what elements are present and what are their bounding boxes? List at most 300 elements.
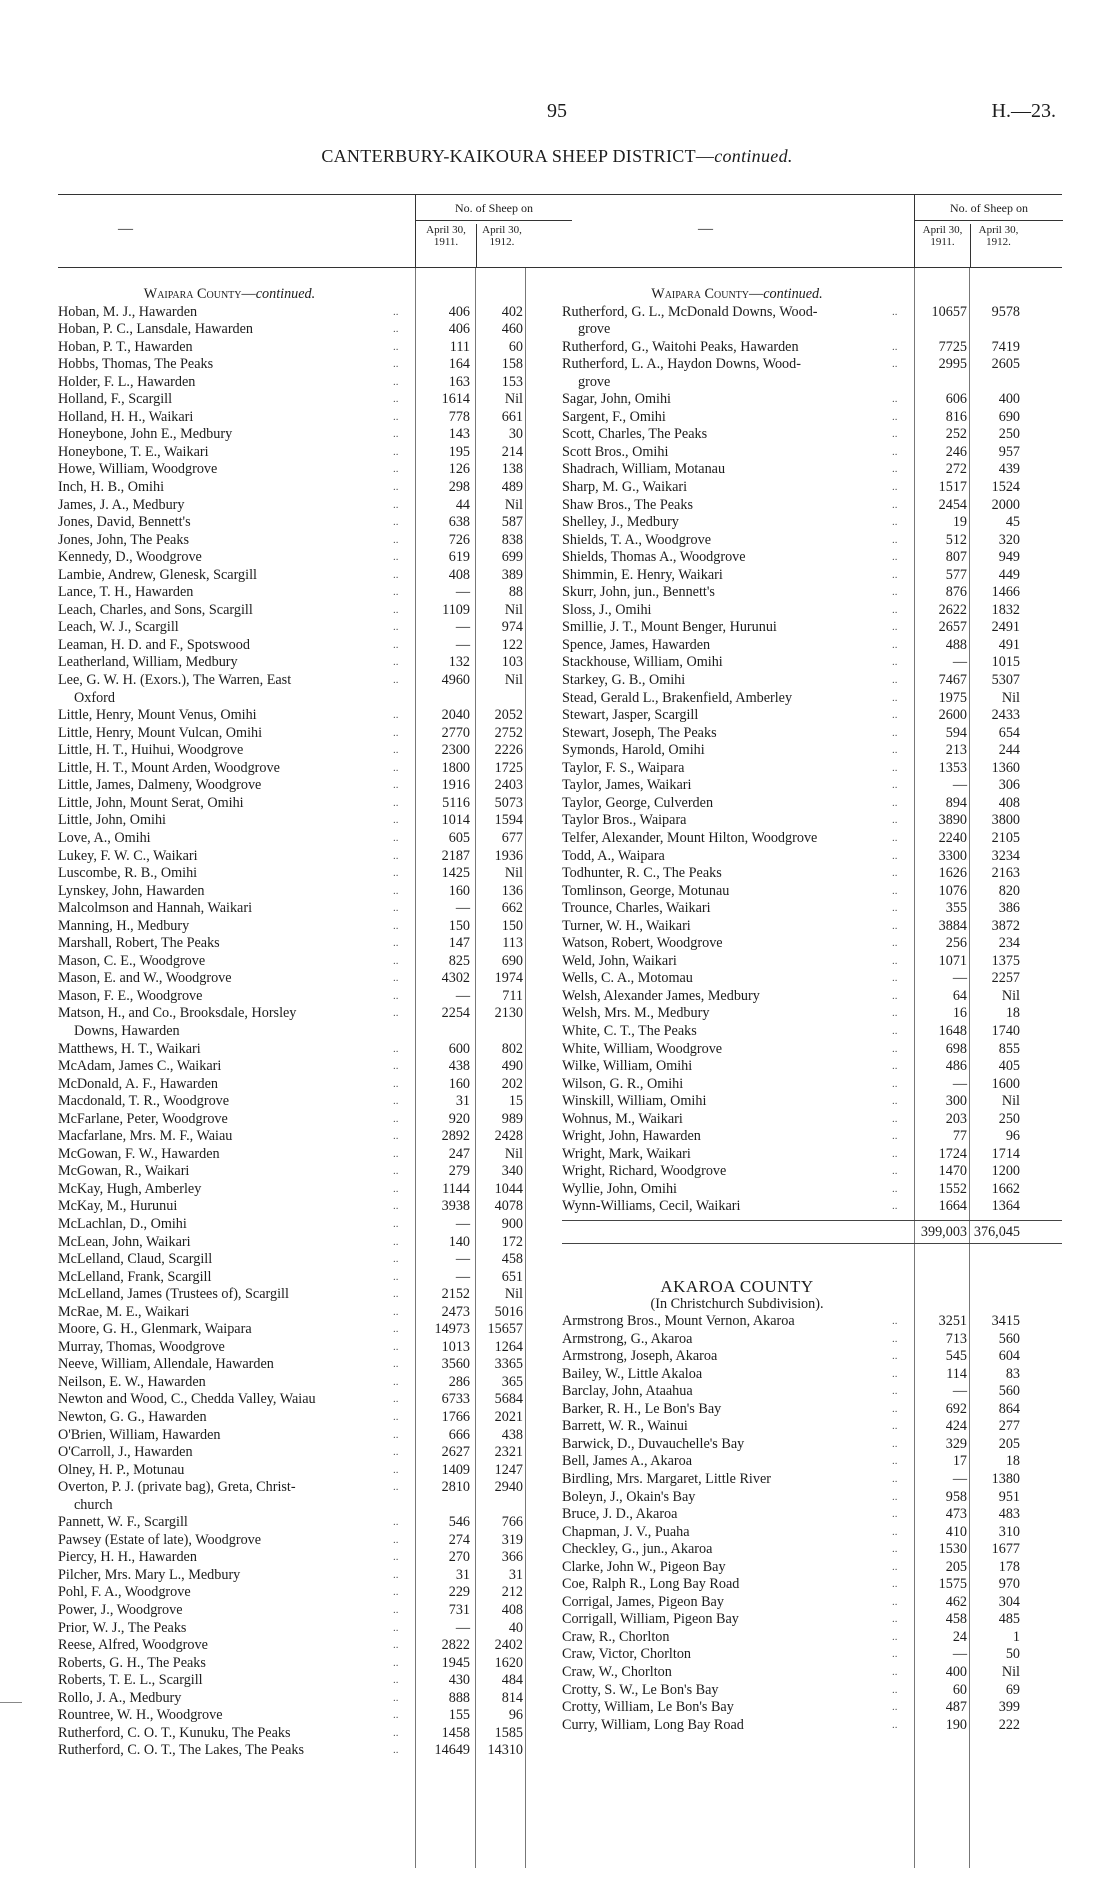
holder-name: Smillie, J. T., Mount Benger, Hurunui: [562, 619, 777, 636]
table-row: Welsh, Mrs. M., Medbury .. 16 18: [562, 1005, 1020, 1022]
sheep-1912: 222: [998, 1716, 1020, 1733]
holder-name: grove: [578, 373, 611, 390]
sheep-1911: 31: [455, 1566, 470, 1583]
holder-name: Roberts, G. H., The Peaks: [58, 1654, 206, 1671]
sheep-1911: 14649: [434, 1742, 470, 1759]
sheep-1911: 577: [945, 566, 967, 583]
holder-name: Taylor, George, Culverden: [562, 794, 714, 811]
table-row: Symonds, Harold, Omihi .. 213 244: [562, 742, 1020, 759]
sheep-1912: 489: [501, 479, 523, 496]
sheep-1911: 713: [945, 1330, 967, 1347]
holder-name: Inch, H. B., Omihi: [58, 479, 165, 496]
total-row: [562, 1220, 1062, 1244]
table-row: McRae, M. E., Waikari .. 2473 5016: [58, 1303, 523, 1320]
table-row: Turner, W. H., Waikari .. 3884 3872: [562, 917, 1020, 934]
holder-name: Mason, C. E., Woodgrove: [58, 952, 206, 969]
sheep-1911: 10657: [931, 303, 967, 320]
table-row: Piercy, H. H., Hawarden .. 270 366: [58, 1549, 523, 1566]
table-row: McKay, M., Hurunui .. 3938 4078: [58, 1198, 523, 1215]
holder-name: White, William, Woodgrove: [562, 1040, 723, 1057]
table-row: Wilke, William, Omihi .. 486 405: [562, 1058, 1020, 1075]
sheep-1911: 2187: [441, 847, 470, 864]
sheep-1911: 140: [448, 1233, 470, 1250]
holder-name: Crotty, William, Le Bon's Bay: [562, 1699, 734, 1716]
sheep-1912: 389: [501, 566, 523, 583]
sheep-1912: 5684: [494, 1391, 523, 1408]
sheep-1912: 138: [501, 461, 523, 478]
holder-name: Welsh, Mrs. M., Medbury: [562, 1005, 710, 1022]
sheep-1911: 329: [945, 1435, 967, 1452]
sheep-1912: 1015: [991, 654, 1020, 671]
page-reference: H.—23.: [991, 100, 1056, 122]
table-row: Shields, Thomas A., Woodgrove .. 807 949: [562, 549, 1020, 566]
holder-name: Welsh, Alexander James, Medbury: [562, 987, 760, 1004]
sheep-1911: 512: [945, 531, 967, 548]
holder-name: Armstrong Bros., Mount Vernon, Akaroa: [562, 1313, 795, 1330]
sheep-1911: 2600: [938, 707, 967, 724]
holder-name: Wyllie, John, Omihi: [562, 1180, 678, 1197]
sheep-1912: 974: [501, 619, 523, 636]
table-row: Little, John, Omihi .. 1014 1594: [58, 812, 523, 829]
holder-name: Shields, T. A., Woodgrove: [562, 531, 712, 548]
sheep-1912: 30: [508, 426, 523, 443]
holder-name: Shelley, J., Medbury: [562, 514, 679, 531]
table-row: Taylor Bros., Waipara .. 3890 3800: [562, 812, 1020, 829]
holder-name: Holder, F. L., Hawarden: [58, 373, 196, 390]
holder-name: Wilson, G. R., Omihi: [562, 1075, 684, 1092]
sheep-1911: —: [455, 1619, 470, 1636]
table-row: McLelland, Claud, Scargill .. — 458: [58, 1251, 523, 1268]
table-row: Stewart, Joseph, The Peaks .. 594 654: [562, 724, 1020, 741]
sheep-1911: 2657: [938, 619, 967, 636]
holder-name: Matthews, H. T., Waikari: [58, 1040, 201, 1057]
sheep-1912: 1360: [991, 759, 1020, 776]
sheep-1911: 270: [448, 1549, 470, 1566]
sheep-1912: 2000: [991, 496, 1020, 513]
sheep-1911: 17: [952, 1453, 967, 1470]
sheep-1911: 2152: [441, 1286, 470, 1303]
sheep-1911: 408: [448, 566, 470, 583]
sheep-1912: 250: [998, 426, 1020, 443]
holder-name: Pawsey (Estate of late), Woodgrove: [58, 1531, 262, 1548]
sheep-1911: 4302: [441, 970, 470, 987]
holder-name: Shaw Bros., The Peaks: [562, 496, 693, 513]
sheep-1912: 50: [1005, 1646, 1020, 1663]
sheep-1912: 150: [501, 917, 523, 934]
sheep-1911: 692: [945, 1400, 967, 1417]
table-row: McDonald, A. F., Hawarden .. 160 202: [58, 1075, 523, 1092]
holder-name: McFarlane, Peter, Woodgrove: [58, 1110, 228, 1127]
holder-name: Lee, G. W. H. (Exors.), The Warren, East: [58, 672, 292, 689]
sheep-1912: 1044: [494, 1180, 523, 1197]
sheep-1912: 277: [998, 1418, 1020, 1435]
table-row: Shimmin, E. Henry, Waikari .. 577 449: [562, 566, 1020, 583]
sheep-1911: 1724: [938, 1145, 967, 1162]
sheep-1911: 726: [448, 531, 470, 548]
holder-name: Tomlinson, George, Motunau: [562, 882, 730, 899]
sheep-1911: 279: [448, 1163, 470, 1180]
sheep-1911: 300: [945, 1093, 967, 1110]
sheep-1911: 1425: [441, 865, 470, 882]
table-row: Holland, H. H., Waikari .. 778 661: [58, 408, 523, 425]
table-row: Leach, W. J., Scargill .. — 974: [58, 619, 523, 636]
sheep-1912: 18: [1005, 1453, 1020, 1470]
sheep-1911: 77: [952, 1128, 967, 1145]
holder-name: Rutherford, L. A., Haydon Downs, Wood-: [562, 356, 801, 373]
table-row: Pannett, W. F., Scargill .. 546 766: [58, 1514, 523, 1531]
sheep-1912: 690: [501, 952, 523, 969]
holder-name: Little, John, Omihi: [58, 812, 166, 829]
sheep-1912: 560: [998, 1383, 1020, 1400]
sheep-1911: 4960: [441, 672, 470, 689]
holder-name: Sharp, M. G., Waikari: [562, 479, 688, 496]
sheep-1912: 5016: [494, 1303, 523, 1320]
sheep-1912: 2021: [494, 1409, 523, 1425]
sheep-1911: 487: [945, 1699, 967, 1716]
col-1911-header: April 30, 1911.: [922, 224, 963, 248]
table-row: Boleyn, J., Okain's Bay .. 958 951: [562, 1488, 1020, 1505]
table-row: White, C. T., The Peaks .. 1648 1740: [562, 1022, 1020, 1039]
akaroa-rows: [562, 1313, 1062, 1734]
sheep-1911: 190: [945, 1716, 967, 1733]
sheep-1912: 1832: [991, 601, 1020, 618]
sheep-1911: 1945: [441, 1654, 470, 1671]
sheep-1912: 2052: [494, 707, 523, 724]
table-row: Chapman, J. V., Puaha .. 410 310: [562, 1523, 1020, 1540]
sheep-1912: 711: [502, 987, 523, 1004]
sheep-1912: Nil: [504, 1145, 523, 1162]
table-row: Shaw Bros., The Peaks .. 2454 2000: [562, 496, 1020, 513]
sheep-1911: —: [952, 654, 967, 671]
sheep-1911: 876: [945, 584, 967, 601]
table-row: Taylor, George, Culverden .. 894 408: [562, 794, 1020, 811]
sheep-1911: 638: [448, 514, 470, 531]
table-row: McKay, Hugh, Amberley .. 1144 1044: [58, 1180, 523, 1197]
name-column-dash: —: [118, 221, 133, 237]
table-row: Welsh, Alexander James, Medbury .. 64 Nil: [562, 987, 1020, 1004]
sheep-1912: 2605: [991, 356, 1020, 373]
sheep-1911: 920: [448, 1110, 470, 1127]
holder-name: Wright, Richard, Woodgrove: [562, 1163, 727, 1180]
table-row: Skurr, John, jun., Bennett's .. 876 1466: [562, 584, 1020, 601]
table-row: Hoban, P. C., Lansdale, Hawarden .. 406 460: [58, 321, 523, 338]
sheep-1912: 365: [501, 1373, 523, 1390]
table-row: Todd, A., Waipara .. 3300 3234: [562, 847, 1020, 864]
sheep-1911: 2240: [938, 829, 967, 846]
sheep-1912: 604: [998, 1348, 1020, 1365]
sheep-1911: 286: [448, 1373, 470, 1390]
table-row: Matson, H., and Co., Brooksdale, Horsley .. 2254 2130: [58, 1005, 523, 1022]
holder-name: Sagar, John, Omihi: [562, 391, 671, 408]
holder-name: Craw, Victor, Chorlton: [562, 1646, 692, 1663]
sheep-1911: 1916: [441, 777, 470, 794]
sheep-1911: 2622: [938, 601, 967, 618]
sheep-1912: 1380: [991, 1471, 1020, 1487]
holder-name: Howe, William, Woodgrove: [58, 461, 218, 478]
sheep-1911: 406: [448, 321, 470, 338]
sheep-1912: 1740: [991, 1022, 1020, 1039]
sheep-1912: 438: [501, 1426, 523, 1443]
holder-name: Weld, John, Waikari: [562, 952, 677, 969]
sheep-1911: 60: [952, 1681, 967, 1698]
sheep-1912: Nil: [1001, 987, 1020, 1004]
table-row: Shields, T. A., Woodgrove .. 512 320: [562, 531, 1020, 548]
holder-name: Lukey, F. W. C., Waikari: [58, 847, 198, 864]
sheep-1912: 2940: [494, 1479, 523, 1496]
holder-name: church: [74, 1496, 113, 1513]
sheep-1911: 1766: [441, 1409, 470, 1425]
table-row: Hoban, M. J., Hawarden .. 406 402: [58, 303, 523, 320]
sheep-1912: Nil: [504, 496, 523, 513]
sheep-1912: 15657: [487, 1321, 523, 1338]
sheep-1911: 213: [945, 742, 967, 759]
table-row: Wohnus, M., Waikari .. 203 250: [562, 1110, 1020, 1127]
sheep-1912: 366: [501, 1549, 523, 1566]
sheep-count-group: [914, 195, 1063, 267]
sheep-1912: 491: [998, 636, 1020, 653]
sheep-1911: —: [455, 619, 470, 636]
sheep-1912: 864: [998, 1400, 1020, 1417]
right-column: [562, 194, 1062, 1868]
sheep-1911: 3560: [441, 1356, 470, 1373]
sheep-1912: 1594: [494, 812, 523, 829]
table-row: Birdling, Mrs. Margaret, Little River .. — 1380: [562, 1471, 1020, 1487]
table-row: Bell, James A., Akaroa .. 17 18: [562, 1453, 1020, 1470]
holder-name: Barrett, W. R., Wainui: [562, 1418, 688, 1435]
sheep-1911: 3938: [441, 1198, 470, 1215]
sheep-1911: 274: [448, 1531, 470, 1548]
sheep-1911: 2454: [938, 496, 967, 513]
table-row: Barrett, W. R., Wainui .. 424 277: [562, 1418, 1020, 1435]
table-row: Lee, G. W. H. (Exors.), The Warren, East .. 4960 Nil: [58, 672, 523, 689]
sheep-1912: 802: [501, 1040, 523, 1057]
sheep-1911: 203: [945, 1110, 967, 1127]
sheep-1911: 252: [945, 426, 967, 443]
holder-name: Lance, T. H., Hawarden: [58, 584, 194, 601]
sheep-1911: 2473: [441, 1303, 470, 1320]
sheep-1911: —: [455, 1268, 470, 1285]
holder-name: McLelland, James (Trustees of), Scargill: [58, 1286, 289, 1303]
sheep-1911: 424: [945, 1418, 967, 1435]
sheep-1912: 320: [998, 531, 1020, 548]
table-row: Mason, E. and W., Woodgrove .. 4302 1974: [58, 970, 523, 987]
table-row: Taylor, James, Waikari .. — 306: [562, 777, 1020, 794]
sheep-1912: 69: [1005, 1681, 1020, 1698]
sheep-1912: 970: [998, 1576, 1020, 1593]
table-row: Overton, P. J. (private bag), Greta, Christ- .. 2810 2940: [58, 1479, 523, 1496]
sheep-1912: 9578: [991, 303, 1020, 320]
table-row: Winskill, William, Omihi .. 300 Nil: [562, 1093, 1020, 1110]
holder-name: Rutherford, G., Waitohi Peaks, Hawarden: [562, 338, 799, 355]
holder-name: Newton, G. G., Hawarden: [58, 1409, 207, 1425]
sheep-1912: 96: [1005, 1128, 1020, 1145]
sheep-1911: 1614: [441, 391, 470, 408]
sheep-1911: 2254: [441, 1005, 470, 1022]
sheep-1911: 2810: [441, 1479, 470, 1496]
table-row: Sharp, M. G., Waikari .. 1517 1524: [562, 479, 1020, 496]
sheep-1911: —: [455, 1251, 470, 1268]
sheep-1912: 214: [501, 443, 523, 460]
table-row: [58, 1023, 571, 1041]
sheep-1912: 2130: [494, 1005, 523, 1022]
holder-name: Crotty, S. W., Le Bon's Bay: [562, 1681, 719, 1698]
sheep-1911: 458: [945, 1611, 967, 1628]
table-row: Crotty, S. W., Le Bon's Bay .. 60 69: [562, 1681, 1020, 1698]
table-row: Armstrong Bros., Mount Vernon, Akaroa .. 3251 3415: [562, 1313, 1020, 1330]
table-row: Lynskey, John, Hawarden .. 160 136: [58, 882, 523, 899]
sheep-1912: 1375: [991, 952, 1020, 969]
table-row: Shadrach, William, Motanau .. 272 439: [562, 461, 1020, 478]
holder-name: Leach, W. J., Scargill: [58, 619, 179, 636]
sheep-1912: 654: [998, 724, 1020, 741]
holder-name: Murray, Thomas, Woodgrove: [58, 1338, 225, 1355]
sheep-1911: 24: [952, 1628, 967, 1645]
table-row: Neeve, William, Allendale, Hawarden .. 3560 3365: [58, 1356, 523, 1373]
sheep-1911: 2892: [441, 1128, 470, 1145]
table-row: McGowan, F. W., Hawarden .. 247 Nil: [58, 1145, 523, 1162]
right-rows: [562, 304, 1062, 1216]
sheep-1911: —: [952, 1075, 967, 1092]
group-label: No. of Sheep on: [455, 201, 533, 215]
holder-name: Neeve, William, Allendale, Hawarden: [58, 1356, 274, 1373]
sheep-1911: 147: [448, 935, 470, 952]
table-row: Holder, F. L., Hawarden .. 163 153: [58, 373, 523, 390]
holder-name: Little, John, Mount Serat, Omihi: [58, 794, 244, 811]
sheep-1912: Nil: [1001, 689, 1020, 706]
holder-name: Armstrong, Joseph, Akaroa: [562, 1348, 718, 1365]
holder-name: Symonds, Harold, Omihi: [562, 742, 705, 759]
table-row: Neilson, E. W., Hawarden .. 286 365: [58, 1373, 523, 1390]
sheep-1911: 731: [448, 1602, 470, 1619]
holder-name: Roberts, T. E. L., Scargill: [58, 1672, 203, 1689]
holder-name: Shadrach, William, Motanau: [562, 461, 726, 478]
holder-name: McAdam, James C., Waikari: [58, 1058, 222, 1075]
sheep-1912: Nil: [1001, 1093, 1020, 1110]
table-row: Wright, John, Hawarden .. 77 96: [562, 1128, 1020, 1145]
holder-name: Turner, W. H., Waikari: [562, 917, 691, 934]
sheep-1911: 698: [945, 1040, 967, 1057]
holder-name: Honeybone, T. E., Waikari: [58, 443, 209, 460]
holder-name: Todhunter, R. C., The Peaks: [562, 865, 722, 882]
sheep-1911: —: [455, 584, 470, 601]
holder-name: Lynskey, John, Hawarden: [58, 882, 205, 899]
holder-name: Craw, R., Chorlton: [562, 1628, 670, 1645]
table-row: Starkey, G. B., Omihi .. 7467 5307: [562, 672, 1020, 689]
holder-name: Stead, Gerald L., Brakenfield, Amberley: [562, 689, 793, 706]
section-heading-italic: continued.: [763, 286, 823, 302]
holder-name: Wells, C. A., Motomau: [562, 970, 693, 987]
sheep-count-group: [415, 195, 572, 267]
holder-name: McRae, M. E., Waikari: [58, 1303, 190, 1320]
holder-name: Little, H. T., Huihui, Woodgrove: [58, 742, 244, 759]
sheep-1912: 319: [501, 1531, 523, 1548]
table-row: Wynn-Williams, Cecil, Waikari .. 1664 1364: [562, 1198, 1020, 1215]
table-row: Wells, C. A., Motomau .. — 2257: [562, 970, 1020, 987]
sheep-1911: 666: [448, 1426, 470, 1443]
holder-name: Malcolmson and Hannah, Waikari: [58, 900, 253, 917]
sheep-1912: 178: [998, 1558, 1020, 1575]
holder-name: Piercy, H. H., Hawarden: [58, 1549, 197, 1566]
sheep-1912: 661: [501, 408, 523, 425]
sheep-1911: 1109: [442, 601, 470, 618]
sheep-1911: 1517: [938, 479, 967, 496]
table-row: Todhunter, R. C., The Peaks .. 1626 2163: [562, 865, 1020, 882]
table-row: Hoban, P. T., Hawarden .. 111 60: [58, 338, 523, 355]
sheep-1911: 2300: [441, 742, 470, 759]
sheep-1911: 246: [945, 443, 967, 460]
holder-name: Wynn-Williams, Cecil, Waikari: [562, 1198, 741, 1215]
sheep-1911: 7725: [938, 338, 967, 355]
table-row: Rutherford, L. A., Haydon Downs, Wood- .. 2995 2605: [562, 356, 1020, 373]
sheep-1912: 1714: [991, 1145, 1020, 1162]
sheep-1911: —: [455, 900, 470, 917]
holder-name: Telfer, Alexander, Mount Hilton, Woodgrove: [562, 829, 818, 846]
table-row: McLelland, Frank, Scargill .. — 651: [58, 1268, 523, 1285]
table-row: Coe, Ralph R., Long Bay Road .. 1575 970: [562, 1576, 1020, 1593]
table-row: Smillie, J. T., Mount Benger, Hurunui .. 2657 2491: [562, 619, 1020, 636]
sheep-1912: 96: [508, 1707, 523, 1724]
sheep-1911: 229: [448, 1584, 470, 1601]
sheep-1911: 298: [448, 479, 470, 496]
section-heading-italic: continued.: [255, 286, 316, 302]
left-column: [58, 194, 571, 1868]
title-continued: continued.: [714, 146, 793, 166]
left-table-body: [58, 268, 571, 1868]
holder-name: Wohnus, M., Waikari: [562, 1110, 683, 1127]
holder-name: Olney, H. P., Motunau: [58, 1461, 185, 1478]
holder-name: Armstrong, G., Akaroa: [562, 1330, 693, 1347]
sheep-1912: 2402: [494, 1637, 523, 1654]
holder-name: Watson, Robert, Woodgrove: [562, 935, 723, 952]
sheep-1912: 2321: [494, 1444, 523, 1461]
sheep-1911: 2770: [441, 724, 470, 741]
holder-name: O'Carroll, J., Hawarden: [58, 1444, 193, 1461]
table-row: Tomlinson, George, Motunau .. 1076 820: [562, 882, 1020, 899]
holder-name: Holland, H. H., Waikari: [58, 408, 194, 425]
sheep-1911: 5116: [442, 794, 470, 811]
table-row: [58, 690, 571, 708]
table-row: Little, H. T., Mount Arden, Woodgrove .. 1800 1725: [58, 759, 523, 776]
table-row: James, J. A., Medbury .. 44 Nil: [58, 496, 523, 513]
sheep-1911: 3251: [938, 1313, 967, 1330]
table-row: Wright, Mark, Waikari .. 1724 1714: [562, 1145, 1020, 1162]
sheep-1912: 408: [501, 1602, 523, 1619]
table-row: Sagar, John, Omihi .. 606 400: [562, 391, 1020, 408]
sheep-1912: 485: [998, 1611, 1020, 1628]
name-column-dash: —: [698, 221, 713, 237]
sheep-1911: 605: [448, 829, 470, 846]
sheep-1912: 1585: [494, 1724, 523, 1741]
sheep-1912: 989: [501, 1110, 523, 1127]
sheep-1911: 3300: [938, 847, 967, 864]
sheep-1912: 951: [998, 1488, 1020, 1505]
holder-name: McLean, John, Waikari: [58, 1233, 191, 1250]
sheep-1912: 1600: [991, 1075, 1020, 1092]
table-row: Lukey, F. W. C., Waikari .. 2187 1936: [58, 847, 523, 864]
holder-name: Neilson, E. W., Hawarden: [58, 1373, 206, 1390]
holder-name: Winskill, William, Omihi: [562, 1093, 707, 1110]
holder-name: Bell, James A., Akaroa: [562, 1453, 693, 1470]
holder-name: Hobbs, Thomas, The Peaks: [58, 356, 214, 373]
sheep-1912: 690: [998, 408, 1020, 425]
right-table-header: [562, 194, 1062, 268]
holder-name: McKay, M., Hurunui: [58, 1198, 178, 1215]
table-row: Leach, Charles, and Sons, Scargill .. 1109 Nil: [58, 601, 523, 618]
holder-name: Moore, G. H., Glenmark, Waipara: [58, 1321, 252, 1338]
col-1911-header: April 30, 1911.: [426, 224, 466, 248]
table-row: Honeybone, T. E., Waikari .. 195 214: [58, 443, 523, 460]
holder-name: Starkey, G. B., Omihi: [562, 672, 686, 689]
